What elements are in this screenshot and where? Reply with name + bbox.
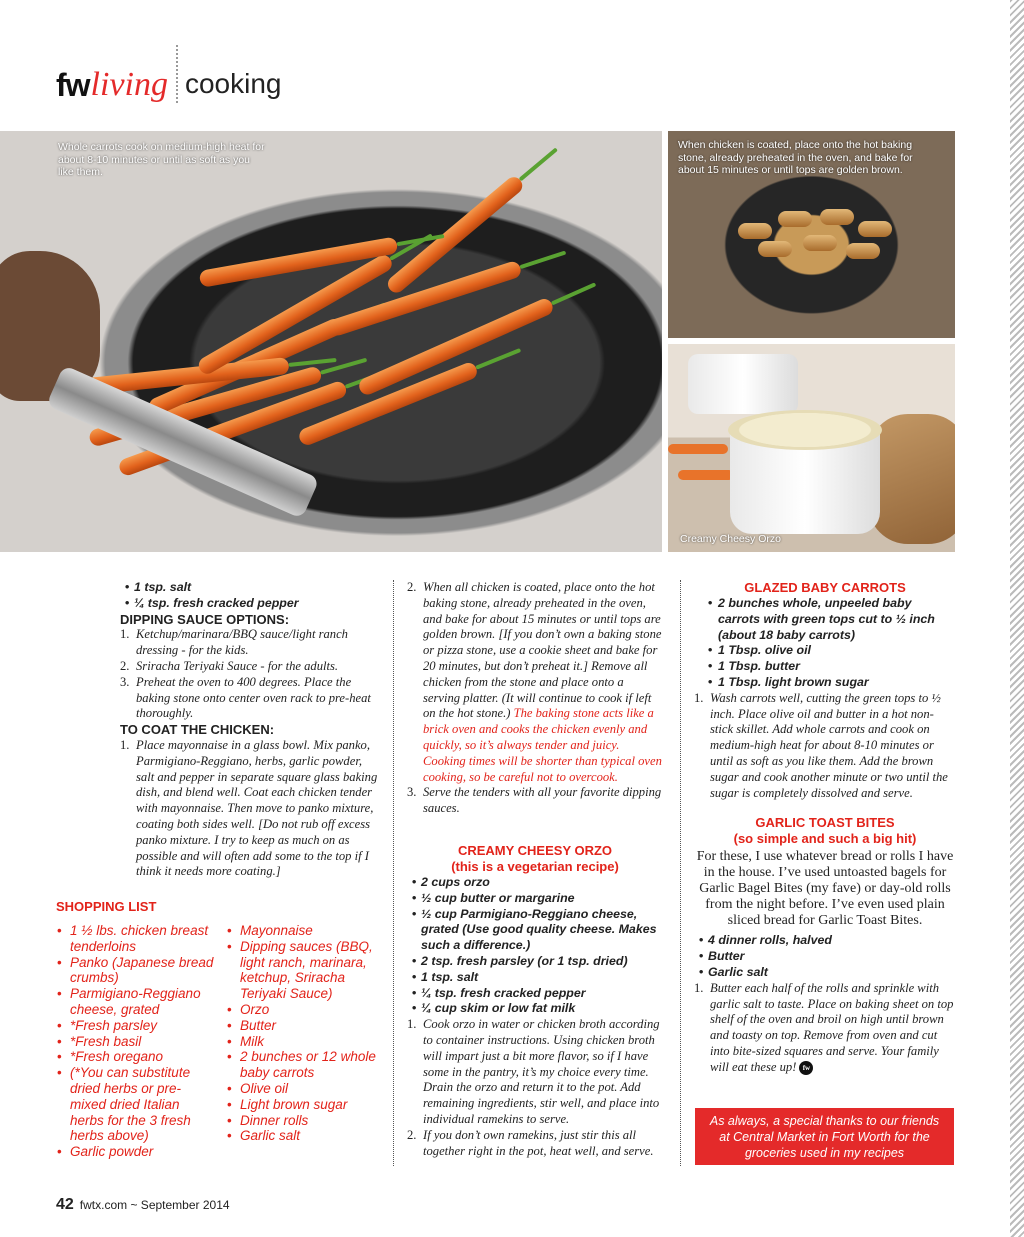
list-item: • ½ cup Parmigiano-Reggiano cheese, grated (Use good quality cheese. Makes such a difference.) [407,907,663,954]
carrots-title: GLAZED BABY CARROTS [744,580,906,595]
garlic-title: GARLIC TOAST BITES [755,815,895,831]
step-item: 1. Place mayonnaise in a glass bowl. Mix panko, Parmigiano-Reggiano, herbs, garlic powder, salt and pepper in separate square glass baking dish, and blend well. Coat each chicken tender with mayonnaise. Then move to panko mixture, coating both sides well. [Do not rub off excess panko mixture. I try to keep as much on as possible and will often add some to the top if I think it needs more coating.] [120,737,378,879]
list-item: • *Fresh oregano [57,1049,217,1065]
list-item: • Garlic salt [227,1128,387,1144]
garlic-intro: For these, I use whatever bread or rolls I have in the house. I’ve used untoasted bagels for Garlic Bagel Bites (my fave) or day-old rolls from the night before. I’ve even used plain sliced bread for Garlic Toast Bites. [696,849,954,929]
thanks-box [695,1108,954,1165]
garlic-subtitle: (so simple and such a big hit) [733,831,917,847]
step-item: 3. Serve the tenders with all your favorite dipping sauces. [407,785,662,816]
section-header [56,44,282,104]
list-item: • 2 bunches or 12 whole baby carrots [227,1049,387,1081]
step-item: 1. Ketchup/marinara/BBQ sauce/light ranch dressing - for the kids. [120,627,348,658]
step-item: 1. Cook orzo in water or chicken broth according to container instructions. Using chicken broth will impart just a bit more flavor, so if I have some in the pantry, it’s my choice every time. Drain the orzo and return it to the pot. Add remaining ingredients, stir well, and place into individual ramekins to serve. [407,1017,660,1126]
coat-heading: TO COAT THE CHICKEN: [120,722,275,738]
list-item: • Butter [227,1018,387,1034]
carrots-steps [694,691,956,802]
seasoning-list [120,580,382,612]
chicken-shape [858,221,892,237]
list-item: • Light brown sugar [227,1097,387,1113]
chicken-photo [668,131,955,338]
list-item: • *Fresh parsley [57,1018,217,1034]
orzo-steps [407,1017,663,1159]
step-item: 1. Butter each half of the rolls and sprinkle with garlic salt to taste. Place on baking sheet on top shelf of the oven and broil on high until brown and toasty on top. Remove from oven and cut into bite-sized squares and serve. Your family will eat these up! fw [694,980,954,1074]
list-item: • 1 tsp. salt [407,970,663,986]
chicken-steps [407,580,663,817]
list-item: • Dipping sauces (BBQ, light ranch, marinara, ketchup, Sriracha Teriyaki Sauce) [227,939,387,1002]
orzo-title: CREAMY CHEESY ORZO [457,842,613,858]
page-footer [56,1196,230,1214]
list-item: • Garlic powder [57,1144,217,1160]
chicken-shape [758,241,792,257]
fw-logo-icon: fw [799,1061,813,1075]
chicken-shape [778,211,812,227]
column-divider [393,580,394,1166]
list-item: • 1 tsp. salt [120,580,382,596]
section-name: cooking [184,68,282,99]
chicken-shape [846,243,880,259]
coat-steps [120,738,382,880]
header-divider [176,45,179,103]
chicken-shape [803,235,837,251]
list-item: • Milk [227,1034,387,1050]
tip-text: The baking stone acts like a brick oven and cooks the chicken evenly and quickly, so it’s always tender and juicy. Cooking times will be shorter than typical oven cooking, so be careful not to overcook. [423,706,662,784]
garlic-ingredients [694,933,956,980]
orzo-subtitle: (this is a vegetarian recipe) [451,858,619,874]
list-item: • 4 dinner rolls, halved [694,933,956,949]
list-item: • 1 Tbsp. olive oil [694,643,956,659]
photo-caption: Creamy Cheesy Orzo [680,533,781,545]
carrot-shape [678,470,734,480]
page-number: 42 [56,1196,74,1213]
garlic-steps [694,981,956,1076]
list-item: • Parmigiano-Reggiano cheese, grated [57,986,217,1018]
list-item: • Olive oil [227,1081,387,1097]
column-3 [694,580,956,1076]
shopping-list-title: SHOPPING LIST [56,899,157,914]
photo-caption: When chicken is coated, place onto the hot baking stone, already preheated in the oven, and bake for about 15 minutes or until tops are golden brown. [678,139,913,176]
list-item: • Butter [694,949,956,965]
list-item: • Dinner rolls [227,1113,387,1129]
list-item: • 2 tsp. fresh parsley (or 1 tsp. dried) [407,954,663,970]
list-item: • ¼ tsp. fresh cracked pepper [120,596,382,612]
photo-caption: Whole carrots cook on medium-high heat for about 8-10 minutes or until as soft as you like them. [58,141,265,178]
column-2 [407,580,663,1159]
list-item: • 2 cups orzo [407,875,663,891]
cutlet-shape [868,414,955,544]
orzo-top-shape [728,410,882,450]
column-divider [680,580,681,1166]
step-item: 2. When all chicken is coated, place onto the hot baking stone, already preheated in the oven, and bake for about 15 minutes or until tops are golden brown. [If you don’t own a baking stone or pizza stone, use a cookie sheet and bake for 20 minutes, but don’t preheat it.] Remove all chicken from the stone and place onto a serving platter. (It will continue to cook if left on the hot stone.) The baking stone acts like a brick oven and cooks the chicken evenly and quickly, so it’s always tender and juicy. Cooking times will be shorter than typical oven cooking, so be careful not to overcook. [407,580,662,784]
dipping-steps [120,627,382,722]
step-item: 1. Wash carrots well, cutting the green tops to ½ inch. Place olive oil and butter in a hot non-stick skillet. Add whole carrots and cook on medium-high heat for about 8-10 minutes or until as soft as you like them. Add the brown sugar and cook another minute or two until the sugar is completely dissolved and serve. [694,690,948,800]
list-item: • ½ cup butter or margarine [407,891,663,907]
list-item: • 1 ½ lbs. chicken breast tenderloins [57,923,217,955]
carrots-ingredients [694,596,956,691]
list-item: • *Fresh basil [57,1034,217,1050]
chicken-shape [820,209,854,225]
list-item: • 1 Tbsp. butter [694,659,956,675]
step-item: 3. Preheat the oven to 400 degrees. Place the baking stone onto center oven rack to pre-heat thoroughly. [120,674,371,721]
brand-fw: fw [56,67,90,103]
list-item: • ¼ tsp. fresh cracked pepper [407,986,663,1002]
list-item: • Mayonnaise [227,923,387,939]
list-item: • (*You can substitute dried herbs or pre-mixed dried Italian herbs for the 3 fresh herbs above) [57,1065,217,1144]
shopping-list-right [227,923,387,1144]
carrots-photo [0,131,662,552]
step-item: 2. Sriracha Teriyaki Sauce - for the adults. [120,658,339,673]
footer-text: fwtx.com ~ September 2014 [79,1198,230,1212]
ramekin-shape [688,354,798,414]
column-1 [120,580,382,880]
orzo-ingredients [407,875,663,1017]
orzo-photo [668,344,955,552]
list-item: • 2 bunches whole, unpeeled baby carrots with green tops cut to ½ inch (about 18 baby carrots) [694,596,956,643]
list-item: • ¼ cup skim or low fat milk [407,1001,663,1017]
list-item: • 1 Tbsp. light brown sugar [694,675,956,691]
brand-living: living [90,66,168,103]
carrot-shape [668,444,728,454]
list-item: • Orzo [227,1002,387,1018]
list-item: • Panko (Japanese bread crumbs) [57,955,217,987]
thanks-text: As always, a special thanks to our friends at Central Market in Fort Worth for the groceries used in my recipes [709,1113,940,1160]
shopping-list-left [57,923,217,1160]
dipping-heading: DIPPING SAUCE OPTIONS: [120,611,290,627]
step-item: 2. If you don’t own ramekins, just stir this all together right in the pot, heat well, and serve. [407,1127,654,1158]
list-item: • Garlic salt [694,965,956,981]
chicken-shape [738,223,772,239]
decorative-border [1010,0,1024,1237]
